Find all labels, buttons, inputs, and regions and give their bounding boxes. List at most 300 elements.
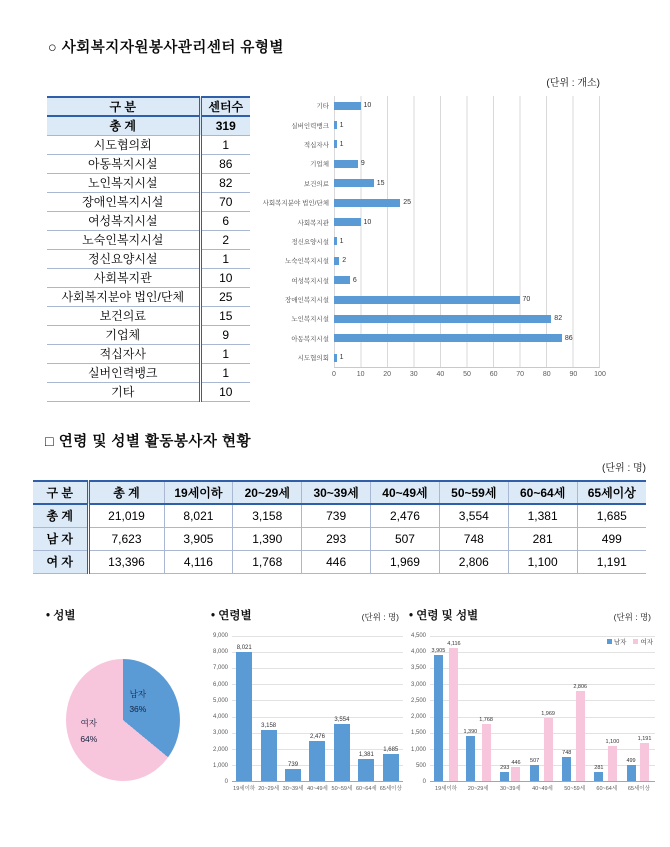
age-gender-bar-chart bbox=[403, 633, 655, 792]
cell-value: 1,969 bbox=[371, 550, 440, 573]
bar-value-label: 293 bbox=[500, 764, 510, 771]
cell-value: 1,685 bbox=[577, 504, 646, 527]
chart-body bbox=[205, 633, 403, 785]
category-label: 50~59세 bbox=[564, 786, 586, 792]
bar-value-label: 6 bbox=[352, 276, 357, 284]
row-label: 아동복지시설 bbox=[47, 154, 200, 173]
row-label: 기타 bbox=[47, 382, 200, 401]
bar-value-label: 2,806 bbox=[573, 683, 588, 690]
bar-value-label: 3,905 bbox=[431, 648, 446, 655]
table-row bbox=[47, 344, 250, 363]
axis-tick-label: 90 bbox=[569, 371, 578, 379]
bar-value-label: 10 bbox=[363, 218, 372, 226]
axis-tick-label: 0 bbox=[332, 371, 336, 379]
bar-row bbox=[334, 115, 599, 134]
bar-row bbox=[334, 290, 599, 309]
bar bbox=[334, 276, 350, 284]
bar-value-label: 446 bbox=[511, 759, 521, 766]
cell-value: 82 bbox=[200, 173, 250, 192]
bar-row bbox=[334, 193, 599, 212]
series-bar-col bbox=[500, 636, 509, 781]
bar bbox=[334, 354, 337, 362]
bar-row bbox=[334, 135, 599, 154]
bar-value-label: 15 bbox=[376, 179, 385, 187]
section1-title: ○ 사회복지자원봉사관리센터 유형별 bbox=[48, 40, 284, 56]
cell-value: 2 bbox=[200, 230, 250, 249]
bar bbox=[466, 736, 475, 781]
category-label: 40~49세 bbox=[307, 786, 328, 792]
row-label: 노인복지시설 bbox=[47, 173, 200, 192]
chart-body bbox=[403, 633, 655, 785]
plot-area bbox=[334, 96, 600, 368]
series-bar-col bbox=[463, 636, 477, 781]
x-axis-labels bbox=[430, 784, 655, 792]
category-label: 65세이상 bbox=[627, 786, 650, 792]
table-row bbox=[47, 363, 250, 382]
bar-row bbox=[334, 329, 599, 348]
cell-value: 3,554 bbox=[439, 504, 508, 527]
bar-group bbox=[354, 636, 378, 781]
axis-tick-label: 4,000 bbox=[212, 714, 228, 721]
row-label: 기업체 bbox=[47, 325, 200, 344]
bars bbox=[430, 636, 655, 781]
bar bbox=[309, 741, 325, 781]
category-label: 19세이하 bbox=[435, 786, 458, 792]
cell-value: 86 bbox=[200, 154, 250, 173]
bar-group bbox=[526, 636, 558, 781]
bar-row bbox=[334, 348, 599, 367]
bar-value-label: 1,390 bbox=[463, 729, 478, 736]
category-label: 20~29세 bbox=[467, 786, 489, 792]
series-bar-col bbox=[432, 636, 446, 781]
bar-value-label: 8,021 bbox=[236, 644, 252, 651]
cell-value: 1 bbox=[200, 363, 250, 382]
cell-value: 1,100 bbox=[508, 550, 577, 573]
axis-tick-label: 500 bbox=[415, 762, 426, 769]
gender-pie-panel bbox=[40, 603, 205, 792]
bar bbox=[334, 140, 337, 148]
series-bar-col bbox=[562, 636, 571, 781]
y-axis bbox=[205, 633, 232, 785]
cell-value: 3,905 bbox=[164, 527, 233, 550]
bar-value-label: 2,476 bbox=[309, 734, 325, 741]
row-label: 총 계 bbox=[33, 504, 88, 527]
column-header: 65세이상 bbox=[577, 481, 646, 504]
row-label: 시도협의회 bbox=[47, 135, 200, 154]
bar-row bbox=[334, 232, 599, 251]
column-header: 50~59세 bbox=[439, 481, 508, 504]
cell-value: 1 bbox=[200, 344, 250, 363]
age-bar-chart bbox=[205, 633, 403, 792]
age-chart-unit: (단위 : 명) bbox=[361, 612, 399, 622]
bar bbox=[358, 759, 374, 781]
category-label: 실버인력뱅크 bbox=[291, 122, 329, 130]
bar-value-label: 70 bbox=[522, 296, 531, 304]
series-bar-col bbox=[530, 636, 539, 781]
legend-label: 남자 bbox=[613, 639, 627, 646]
table-row bbox=[47, 173, 250, 192]
bar bbox=[482, 724, 491, 781]
age-gender-panel bbox=[403, 603, 655, 792]
axis-tick-label: 1,000 bbox=[410, 746, 426, 753]
bar-value-label: 86 bbox=[564, 334, 573, 342]
bar-group bbox=[623, 636, 655, 781]
cell-value: 1,381 bbox=[508, 504, 577, 527]
category-label: 사회복지관 bbox=[297, 219, 329, 227]
category-label: 사회복지분야 법인/단체 bbox=[262, 200, 329, 208]
axis-tick-label: 50 bbox=[463, 371, 471, 379]
bar-value-label: 739 bbox=[288, 762, 299, 769]
bar-value-label: 10 bbox=[363, 102, 372, 110]
bar bbox=[627, 765, 636, 781]
category-label: 기타 bbox=[316, 103, 329, 111]
pie-male-percent: 36% bbox=[129, 704, 147, 715]
column-header: 20~29세 bbox=[233, 481, 302, 504]
bar-value-label: 499 bbox=[626, 757, 636, 764]
cell-value: 446 bbox=[302, 550, 371, 573]
bar-row bbox=[334, 271, 599, 290]
axis-tick-label: 0 bbox=[224, 779, 228, 785]
pie-male-name: 남자 bbox=[129, 689, 147, 700]
column-header: 구 분 bbox=[33, 481, 88, 504]
axis-tick-label: 20 bbox=[383, 371, 392, 379]
category-label: 보건의료 bbox=[303, 180, 329, 188]
table-row bbox=[47, 154, 250, 173]
row-label: 장애인복지시설 bbox=[47, 192, 200, 211]
age-gender-table bbox=[33, 480, 646, 574]
cell-value: 21,019 bbox=[88, 504, 164, 527]
bar bbox=[594, 772, 603, 781]
axis-tick-label: 7,000 bbox=[212, 665, 228, 672]
group bbox=[463, 636, 493, 781]
bar-value-label: 1,768 bbox=[479, 717, 493, 724]
cell-value: 319 bbox=[200, 116, 250, 135]
column-header: 60~64세 bbox=[508, 481, 577, 504]
bar bbox=[285, 769, 301, 781]
category-label: 19세이하 bbox=[233, 786, 256, 792]
bar-group bbox=[281, 636, 305, 781]
bar-group bbox=[256, 636, 280, 781]
category-label: 아동복지시설 bbox=[291, 335, 329, 343]
group bbox=[530, 636, 555, 781]
row-label: 여 자 bbox=[33, 550, 88, 573]
cell-value: 1 bbox=[200, 135, 250, 154]
group bbox=[562, 636, 587, 781]
axis-tick-label: 10 bbox=[356, 371, 365, 379]
bar bbox=[334, 315, 551, 323]
cell-value: 1,768 bbox=[233, 550, 302, 573]
category-label: 40~49세 bbox=[532, 786, 553, 792]
bar-group bbox=[379, 636, 403, 781]
cell-value: 1,390 bbox=[233, 527, 302, 550]
legend-item bbox=[633, 637, 653, 646]
row-label: 정신요양시설 bbox=[47, 249, 200, 268]
pie-female-name: 여자 bbox=[80, 718, 98, 729]
bar-group bbox=[305, 636, 329, 781]
cell-value: 739 bbox=[302, 504, 371, 527]
cell-value: 293 bbox=[302, 527, 371, 550]
cell-value: 499 bbox=[577, 527, 646, 550]
bar bbox=[434, 655, 443, 781]
bar bbox=[334, 179, 374, 187]
row-label: 실버인력뱅크 bbox=[47, 363, 200, 382]
plot-area bbox=[232, 636, 403, 782]
table-row bbox=[33, 504, 646, 527]
axis-tick-label: 9,000 bbox=[212, 633, 228, 639]
category-label: 65세이상 bbox=[379, 786, 402, 792]
x-axis bbox=[332, 368, 606, 381]
table-row bbox=[47, 325, 250, 344]
axis-tick-label: 60 bbox=[489, 371, 498, 379]
bar-value-label: 82 bbox=[554, 315, 563, 323]
section2-title: □ 연령 및 성별 활동봉사자 현황 bbox=[45, 434, 251, 450]
series-bar-col bbox=[626, 636, 635, 781]
bar bbox=[334, 160, 358, 168]
bar-value-label: 4,116 bbox=[447, 641, 461, 648]
cell-value: 281 bbox=[508, 527, 577, 550]
series-bar-col bbox=[511, 636, 520, 781]
category-label: 기업체 bbox=[310, 161, 329, 169]
plot-area bbox=[430, 636, 655, 782]
series-bar-col bbox=[638, 636, 652, 781]
axis-tick-label: 2,000 bbox=[212, 746, 228, 753]
cell-value: 748 bbox=[439, 527, 508, 550]
bar-group bbox=[591, 636, 623, 781]
group bbox=[432, 636, 461, 781]
row-label: 노숙인복지시설 bbox=[47, 230, 200, 249]
series-bar-col bbox=[479, 636, 493, 781]
axis-tick-label: 1,000 bbox=[212, 762, 228, 769]
category-label: 노인복지시설 bbox=[291, 316, 329, 324]
axis-tick-label: 2,500 bbox=[410, 697, 426, 704]
bar-value-label: 1,969 bbox=[541, 710, 555, 717]
age-gender-chart-title: • 연령 및 성별 bbox=[409, 610, 479, 622]
pie-female-percent: 64% bbox=[80, 733, 98, 744]
bar-value-label: 3,554 bbox=[334, 716, 350, 723]
cell-value: 1,191 bbox=[577, 550, 646, 573]
row-label: 여성복지시설 bbox=[47, 211, 200, 230]
bar-group bbox=[232, 636, 256, 781]
bar-value-label: 25 bbox=[403, 199, 412, 207]
legend-swatch bbox=[607, 639, 612, 644]
cell-value: 4,116 bbox=[164, 550, 233, 573]
bar-value-label: 1,685 bbox=[383, 746, 399, 753]
axis-tick-label: 80 bbox=[542, 371, 551, 379]
table-row bbox=[47, 268, 250, 287]
bar bbox=[334, 724, 350, 781]
bar bbox=[511, 767, 520, 781]
cell-value: 3,158 bbox=[233, 504, 302, 527]
bars bbox=[232, 636, 403, 781]
category-label: 정신요양시설 bbox=[291, 238, 329, 246]
cell-value: 15 bbox=[200, 306, 250, 325]
table-row bbox=[47, 287, 250, 306]
category-label: 60~64세 bbox=[596, 786, 618, 792]
bar-value-label: 507 bbox=[530, 757, 540, 764]
bar-group bbox=[559, 636, 591, 781]
column-header: 30~39세 bbox=[302, 481, 371, 504]
cell-value: 2,806 bbox=[439, 550, 508, 573]
group bbox=[594, 636, 619, 781]
age-gender-panel-header bbox=[403, 603, 655, 623]
series-bar-col bbox=[594, 636, 603, 781]
axis-tick-label: 4,500 bbox=[410, 633, 426, 639]
bar bbox=[334, 218, 361, 226]
bar bbox=[334, 334, 562, 342]
bar-value-label: 1,381 bbox=[358, 751, 374, 758]
legend-label: 여자 bbox=[640, 639, 653, 646]
category-label: 시도협의회 bbox=[297, 355, 329, 363]
bar-value-label: 1 bbox=[339, 121, 344, 129]
bar bbox=[449, 648, 458, 781]
pie-panel-header bbox=[40, 603, 205, 623]
axis-tick-label: 5,000 bbox=[212, 697, 228, 704]
table-row bbox=[33, 550, 646, 573]
axis-tick-label: 2,000 bbox=[410, 714, 426, 721]
table-row bbox=[47, 249, 250, 268]
row-label: 총 계 bbox=[47, 116, 200, 135]
bar-value-label: 2 bbox=[342, 257, 347, 265]
category-label: 20~29세 bbox=[258, 786, 280, 792]
bar bbox=[334, 257, 339, 265]
axis-tick-label: 70 bbox=[516, 371, 525, 379]
center-type-table bbox=[47, 96, 250, 402]
bar bbox=[576, 691, 585, 781]
bar-value-label: 1,191 bbox=[637, 735, 652, 742]
column-header: 구 분 bbox=[47, 97, 200, 116]
center-type-bar-chart bbox=[262, 96, 606, 381]
group bbox=[626, 636, 651, 781]
unit-label-centers: (단위 : 개소) bbox=[546, 78, 600, 89]
bar-value-label: 1 bbox=[339, 354, 344, 362]
bar-value-label: 3,158 bbox=[261, 723, 277, 730]
bar-row bbox=[334, 154, 599, 173]
bar bbox=[500, 772, 509, 781]
pie-label-female bbox=[80, 716, 97, 747]
table-header-row bbox=[47, 97, 250, 116]
cell-value: 1 bbox=[200, 249, 250, 268]
axis-tick-label: 1,500 bbox=[410, 730, 426, 737]
bar-group bbox=[430, 636, 462, 781]
category-label: 장애인복지시설 bbox=[285, 297, 329, 305]
axis-tick-label: 6,000 bbox=[212, 681, 228, 688]
cell-value: 8,021 bbox=[164, 504, 233, 527]
table-header-row bbox=[33, 481, 646, 504]
cell-value: 6 bbox=[200, 211, 250, 230]
pie-label-male bbox=[129, 687, 146, 718]
table-row bbox=[47, 211, 250, 230]
axis-tick-label: 40 bbox=[436, 371, 445, 379]
row-label: 보건의료 bbox=[47, 306, 200, 325]
series-bar-col bbox=[605, 636, 619, 781]
legend bbox=[607, 637, 653, 646]
series-bar-col bbox=[447, 636, 460, 781]
column-header: 19세이하 bbox=[164, 481, 233, 504]
bar-value-label: 748 bbox=[562, 749, 572, 756]
bar-row bbox=[334, 96, 599, 115]
category-label: 30~39세 bbox=[499, 786, 521, 792]
bar-group bbox=[462, 636, 494, 781]
cell-value: 25 bbox=[200, 287, 250, 306]
table-row bbox=[47, 306, 250, 325]
axis-tick-label: 30 bbox=[409, 371, 418, 379]
category-label: 노숙인복지시설 bbox=[285, 258, 329, 266]
category-label: 30~39세 bbox=[282, 786, 304, 792]
gender-pie-chart bbox=[66, 659, 180, 781]
column-header: 센터수 bbox=[200, 97, 250, 116]
row-label: 사회복지분야 법인/단체 bbox=[47, 287, 200, 306]
bar-row bbox=[334, 212, 599, 231]
age-chart-title: • 연령별 bbox=[211, 610, 252, 622]
bar-group bbox=[494, 636, 526, 781]
category-labels bbox=[262, 96, 334, 368]
bar bbox=[236, 652, 252, 781]
bar bbox=[530, 765, 539, 781]
axis-tick-label: 100 bbox=[594, 371, 606, 379]
age-bar-panel bbox=[205, 603, 403, 792]
legend-item bbox=[607, 637, 627, 646]
table-row bbox=[47, 382, 250, 401]
bar-value-label: 1 bbox=[339, 237, 344, 245]
bar bbox=[334, 199, 400, 207]
bar bbox=[261, 730, 277, 781]
cell-value: 13,396 bbox=[88, 550, 164, 573]
table-row bbox=[47, 135, 250, 154]
category-label: 60~64세 bbox=[355, 786, 377, 792]
axis-tick-label: 8,000 bbox=[212, 649, 228, 656]
x-axis-labels bbox=[232, 784, 403, 792]
bar bbox=[334, 296, 520, 304]
cell-value: 2,476 bbox=[371, 504, 440, 527]
bar-value-label: 281 bbox=[594, 764, 604, 771]
row-label: 남 자 bbox=[33, 527, 88, 550]
bar bbox=[334, 237, 337, 245]
pie-chart-title: • 성별 bbox=[46, 610, 76, 622]
cell-value: 10 bbox=[200, 382, 250, 401]
bar-row bbox=[334, 174, 599, 193]
row-label: 적십자사 bbox=[47, 344, 200, 363]
bar-row bbox=[334, 251, 599, 270]
bar bbox=[640, 743, 649, 781]
cell-value: 70 bbox=[200, 192, 250, 211]
age-gender-chart-unit: (단위 : 명) bbox=[613, 612, 651, 622]
axis-tick-label: 3,000 bbox=[212, 730, 228, 737]
bar-row bbox=[334, 309, 599, 328]
bar-group bbox=[330, 636, 354, 781]
category-label: 50~59세 bbox=[331, 786, 353, 792]
bar-value-label: 1,100 bbox=[605, 738, 620, 745]
cell-value: 9 bbox=[200, 325, 250, 344]
table-row bbox=[47, 230, 250, 249]
axis-tick-label: 4,000 bbox=[410, 649, 426, 656]
axis-tick-label: 3,000 bbox=[410, 681, 426, 688]
table-row bbox=[47, 192, 250, 211]
bar-value-label: 1 bbox=[339, 140, 344, 148]
hbar-chart-body bbox=[262, 96, 600, 368]
cell-value: 507 bbox=[371, 527, 440, 550]
row-label: 사회복지관 bbox=[47, 268, 200, 287]
axis-tick-label: 3,500 bbox=[410, 665, 426, 672]
bar bbox=[334, 121, 337, 129]
age-panel-header bbox=[205, 603, 403, 623]
series-bar-col bbox=[573, 636, 587, 781]
table-row bbox=[33, 527, 646, 550]
series-bar-col bbox=[541, 636, 555, 781]
group bbox=[500, 636, 520, 781]
bar bbox=[383, 754, 399, 781]
bar-value-label: 9 bbox=[360, 160, 365, 168]
bar bbox=[562, 757, 571, 781]
